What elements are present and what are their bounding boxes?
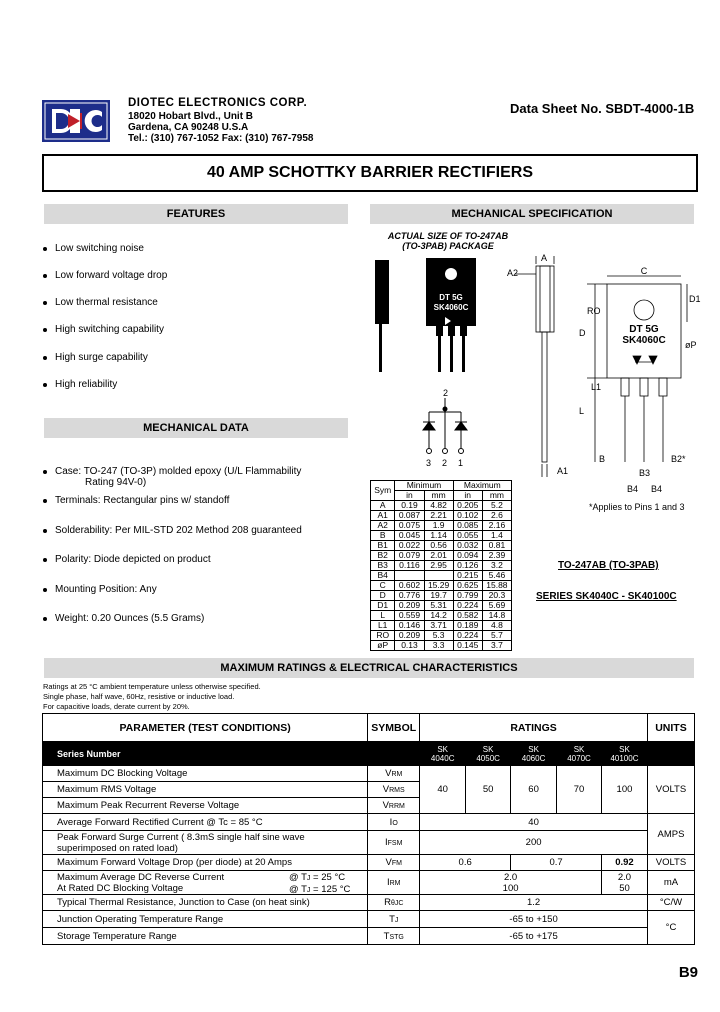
dim-row: D1 0.209 5.31 0.224 5.69 [371, 601, 512, 611]
dim-label: A [541, 253, 548, 263]
company-name: DIOTEC ELECTRONICS CORP. [128, 97, 308, 109]
unit-temp: °C [647, 911, 694, 945]
company-logo [42, 100, 110, 142]
pin-label: 2 [442, 458, 448, 468]
dim-row: B2 0.079 2.01 0.094 2.39 [371, 551, 512, 561]
dim-label: B4 [627, 484, 639, 494]
value-tj: -65 to +150 [420, 911, 648, 928]
value-volts: 70 [557, 766, 602, 814]
ratings-table: PARAMETER (TEST CONDITIONS) SYMBOL RATINGS UNITS Series Number SK 4040C SK 4050C SK 4060C SK 4070C SK 40100C Maximum DC Blocking Voltage VRM 40 50 60 70 100 VOLTS Maximum RMS Voltage VRMS Maximum Peak Recurrent Reverse Voltage VRRM Average Forward Rectified Current @ Tc = 85 °C IO 40 AMPS Peak Forward Surge Current ( 8.3mS single half sine wave superimposed on rated load) IFSM 200 Maximum Forward Voltage Drop (per diode) at 20 Amps VFM 0.6 0.7 0.92 VOLTS Maximum Average DC Reverse Current At Rated DC Blocking Voltage @ TJ = 25 °C @ TJ = 125 °C IRM 2.0 100 2.0 50 mA Typical Thermal Resistance, Junction to Case (on heat sink) RθJC 1.2 °C/W Junction Operating Temperature Range TJ -65 to +150 °C Storage Temperature Range TSTG -65 to +175 [42, 713, 695, 945]
diode-schematic [423, 388, 467, 468]
package-front-view [587, 276, 687, 462]
dim-label: A1 [557, 466, 569, 476]
dim-label: B [599, 454, 606, 464]
value-rjc: 1.2 [420, 895, 648, 911]
dim-row: B 0.045 1.14 0.055 1.4 [371, 531, 512, 541]
col-units: UNITS [647, 714, 694, 742]
dim-row: B3 0.116 2.95 0.126 3.2 [371, 561, 512, 571]
dim-row: C 0.602 15.29 0.625 15.88 [371, 581, 512, 591]
dim-min-header: Minimum [395, 481, 453, 491]
package-front-view-small [426, 258, 476, 372]
dim-label: C [640, 266, 648, 276]
series-number: SK 4060C [511, 742, 557, 766]
dim-row: B4 0.215 5.46 [371, 571, 512, 581]
col-param: PARAMETER (TEST CONDITIONS) [43, 714, 368, 742]
dim-sym-header: Sym [371, 481, 395, 501]
value-volts: 100 [602, 766, 648, 814]
dim-row: øP 0.13 3.3 0.145 3.7 [371, 641, 512, 651]
ratings-notes: Ratings at 25 °C ambient temperature unless otherwise specified. Single phase, half wave, 60Hz, resistive or inductive load. For capacitive loads, derate current by 20%. [43, 682, 261, 711]
company-address-line1: 18020 Hobart Blvd., Unit B [128, 111, 254, 122]
unit-rjc: °C/W [647, 895, 694, 911]
param-irm: Maximum Average DC Reverse Current At Rated DC Blocking Voltage @ TJ = 25 °C @ TJ = 125 °C [43, 871, 368, 895]
feature-item: Low thermal resistance [55, 297, 158, 308]
mechanical-item: Case: TO-247 (TO-3P) molded epoxy (U/L Flammability Rating 94V-0) [55, 466, 301, 488]
applies-note: *Applies to Pins 1 and 3 [589, 502, 685, 512]
dim-label: B3 [639, 468, 651, 478]
package-side-view-small [375, 260, 389, 372]
mech-spec-header: MECHANICAL SPECIFICATION [370, 204, 694, 224]
col-ratings: RATINGS [420, 714, 648, 742]
unit-volts: VOLTS [647, 766, 694, 814]
value-volts: 60 [511, 766, 557, 814]
series-number: SK 40100C [602, 742, 648, 766]
dim-label: A2 [507, 268, 519, 278]
mechanical-item: Mounting Position: Any [55, 584, 157, 595]
dim-row: D 0.776 19.7 0.799 20.3 [371, 591, 512, 601]
mechanical-item: Polarity: Diode depicted on product [55, 554, 211, 565]
pin-label: 2 [443, 388, 449, 398]
dim-row: L 0.559 14.2 0.582 14.8 [371, 611, 512, 621]
dim-label: L [579, 406, 585, 416]
dim-row: A2 0.075 1.9 0.085 2.16 [371, 521, 512, 531]
unit-amps: AMPS [647, 814, 694, 855]
marking-large-2: SK4060C [622, 335, 666, 346]
feature-item: High surge capability [55, 352, 148, 363]
param-vfm: Maximum Forward Voltage Drop (per diode) at 20 Amps [43, 855, 368, 871]
series-label: Series Number [43, 742, 368, 766]
unit-irm: mA [647, 871, 694, 895]
dimension-table: Sym Minimum Maximum in mm in mm A 0.19 4.82 0.205 5.2 A1 0.087 2.21 0.102 2.6 A2 0.075 1.9 0.085 2.16 B 0.045 1.14 0.055 1.4 B1 0.022 0.56 0.032 0.81 B2 0.079 2.01 0.094 2.39 B3 0.116 2.95 0.126 3.2 B4 0.215 5.46 C 0.602 15.29 0.625 15.88 D 0.776 19.7 0.799 20.3 D1 0.209 5.31 0.224 5.69 L 0.559 14.2 0.582 14.8 L1 0.146 3.71 0.189 4.8 RO 0.209 5.3 0.224 5.7 øP 0.13 3.3 0.145 3.7 [370, 480, 512, 651]
value-vfm: 0.92 [602, 855, 648, 871]
mechanical-item: Solderability: Per MIL-STD 202 Method 208 guaranteed [55, 525, 302, 536]
company-address-line2: Gardena, CA 90248 U.S.A [128, 122, 249, 133]
param-io: Average Forward Rectified Current @ Tc = 85 °C [43, 814, 368, 831]
page-label: B9 [678, 964, 698, 981]
datasheet-number: Data Sheet No. SBDT-4000-1B [510, 101, 695, 116]
value-io: 40 [420, 814, 648, 831]
dim-row: L1 0.146 3.71 0.189 4.8 [371, 621, 512, 631]
series-number: SK 4040C [420, 742, 466, 766]
mechanical-data-header: MECHANICAL DATA [44, 418, 348, 438]
value-volts: 50 [466, 766, 511, 814]
value-vfm: 0.6 [420, 855, 511, 871]
mechanical-item: Weight: 0.20 Ounces (5.5 Grams) [55, 613, 204, 624]
marking-small-1: DT 5G [439, 293, 463, 302]
param-tj: Junction Operating Temperature Range [43, 911, 368, 928]
pin-label: 1 [458, 458, 464, 468]
features-header: FEATURES [44, 204, 348, 224]
dim-row: RO 0.209 5.3 0.224 5.7 [371, 631, 512, 641]
marking-large-1: DT 5G [629, 324, 659, 335]
page-title: 40 AMP SCHOTTKY BARRIER RECTIFIERS [42, 154, 698, 192]
param-vrm: Maximum DC Blocking Voltage [43, 766, 368, 782]
feature-item: High switching capability [55, 324, 164, 335]
param-tstg: Storage Temperature Range [43, 928, 368, 945]
value-vfm: 0.7 [511, 855, 602, 871]
dim-row: B1 0.022 0.56 0.032 0.81 [371, 541, 512, 551]
dim-label: B2* [671, 454, 686, 464]
feature-item: Low forward voltage drop [55, 270, 167, 281]
unit-vfm: VOLTS [647, 855, 694, 871]
feature-item: High reliability [55, 379, 117, 390]
marking-small-2: SK4060C [433, 303, 469, 312]
param-rjc: Typical Thermal Resistance, Junction to Case (on heat sink) [43, 895, 368, 911]
series-range: SERIES SK4040C - SK40100C [536, 591, 677, 602]
param-vrrm: Maximum Peak Recurrent Reverse Voltage [43, 798, 368, 814]
dim-label: L1 [591, 382, 602, 392]
dim-row: A1 0.087 2.21 0.102 2.6 [371, 511, 512, 521]
value-irm: 2.0 50 [602, 871, 648, 895]
dim-label: øP [685, 340, 697, 350]
package-name: TO-247AB (TO-3PAB) [558, 560, 659, 571]
value-volts: 40 [420, 766, 466, 814]
value-irm: 2.0 100 [420, 871, 602, 895]
dim-label: D1 [689, 294, 701, 304]
dim-row: A 0.19 4.82 0.205 5.2 [371, 501, 512, 511]
value-tstg: -65 to +175 [420, 928, 648, 945]
feature-item: Low switching noise [55, 243, 144, 254]
actual-size-label: ACTUAL SIZE OF TO-247AB (TO-3PAB) PACKAGE [387, 231, 509, 251]
pin-label: 3 [426, 458, 432, 468]
dim-label: RO [587, 306, 601, 316]
dim-label: B4 [651, 484, 663, 494]
col-symbol: SYMBOL [368, 714, 420, 742]
package-side-view [515, 256, 554, 477]
dim-max-header: Maximum [453, 481, 511, 491]
param-vrms: Maximum RMS Voltage [43, 782, 368, 798]
mechanical-item: Terminals: Rectangular pins w/ standoff [55, 495, 229, 506]
ratings-header: MAXIMUM RATINGS & ELECTRICAL CHARACTERISTICS [44, 658, 694, 678]
value-ifsm: 200 [420, 831, 648, 855]
dim-label: D [579, 328, 586, 338]
company-phone: Tel.: (310) 767-1052 Fax: (310) 767-7958 [128, 133, 314, 144]
param-ifsm: Peak Forward Surge Current ( 8.3mS single half sine wave superimposed on rated load) [43, 831, 368, 855]
series-number: SK 4050C [466, 742, 511, 766]
series-number: SK 4070C [557, 742, 602, 766]
